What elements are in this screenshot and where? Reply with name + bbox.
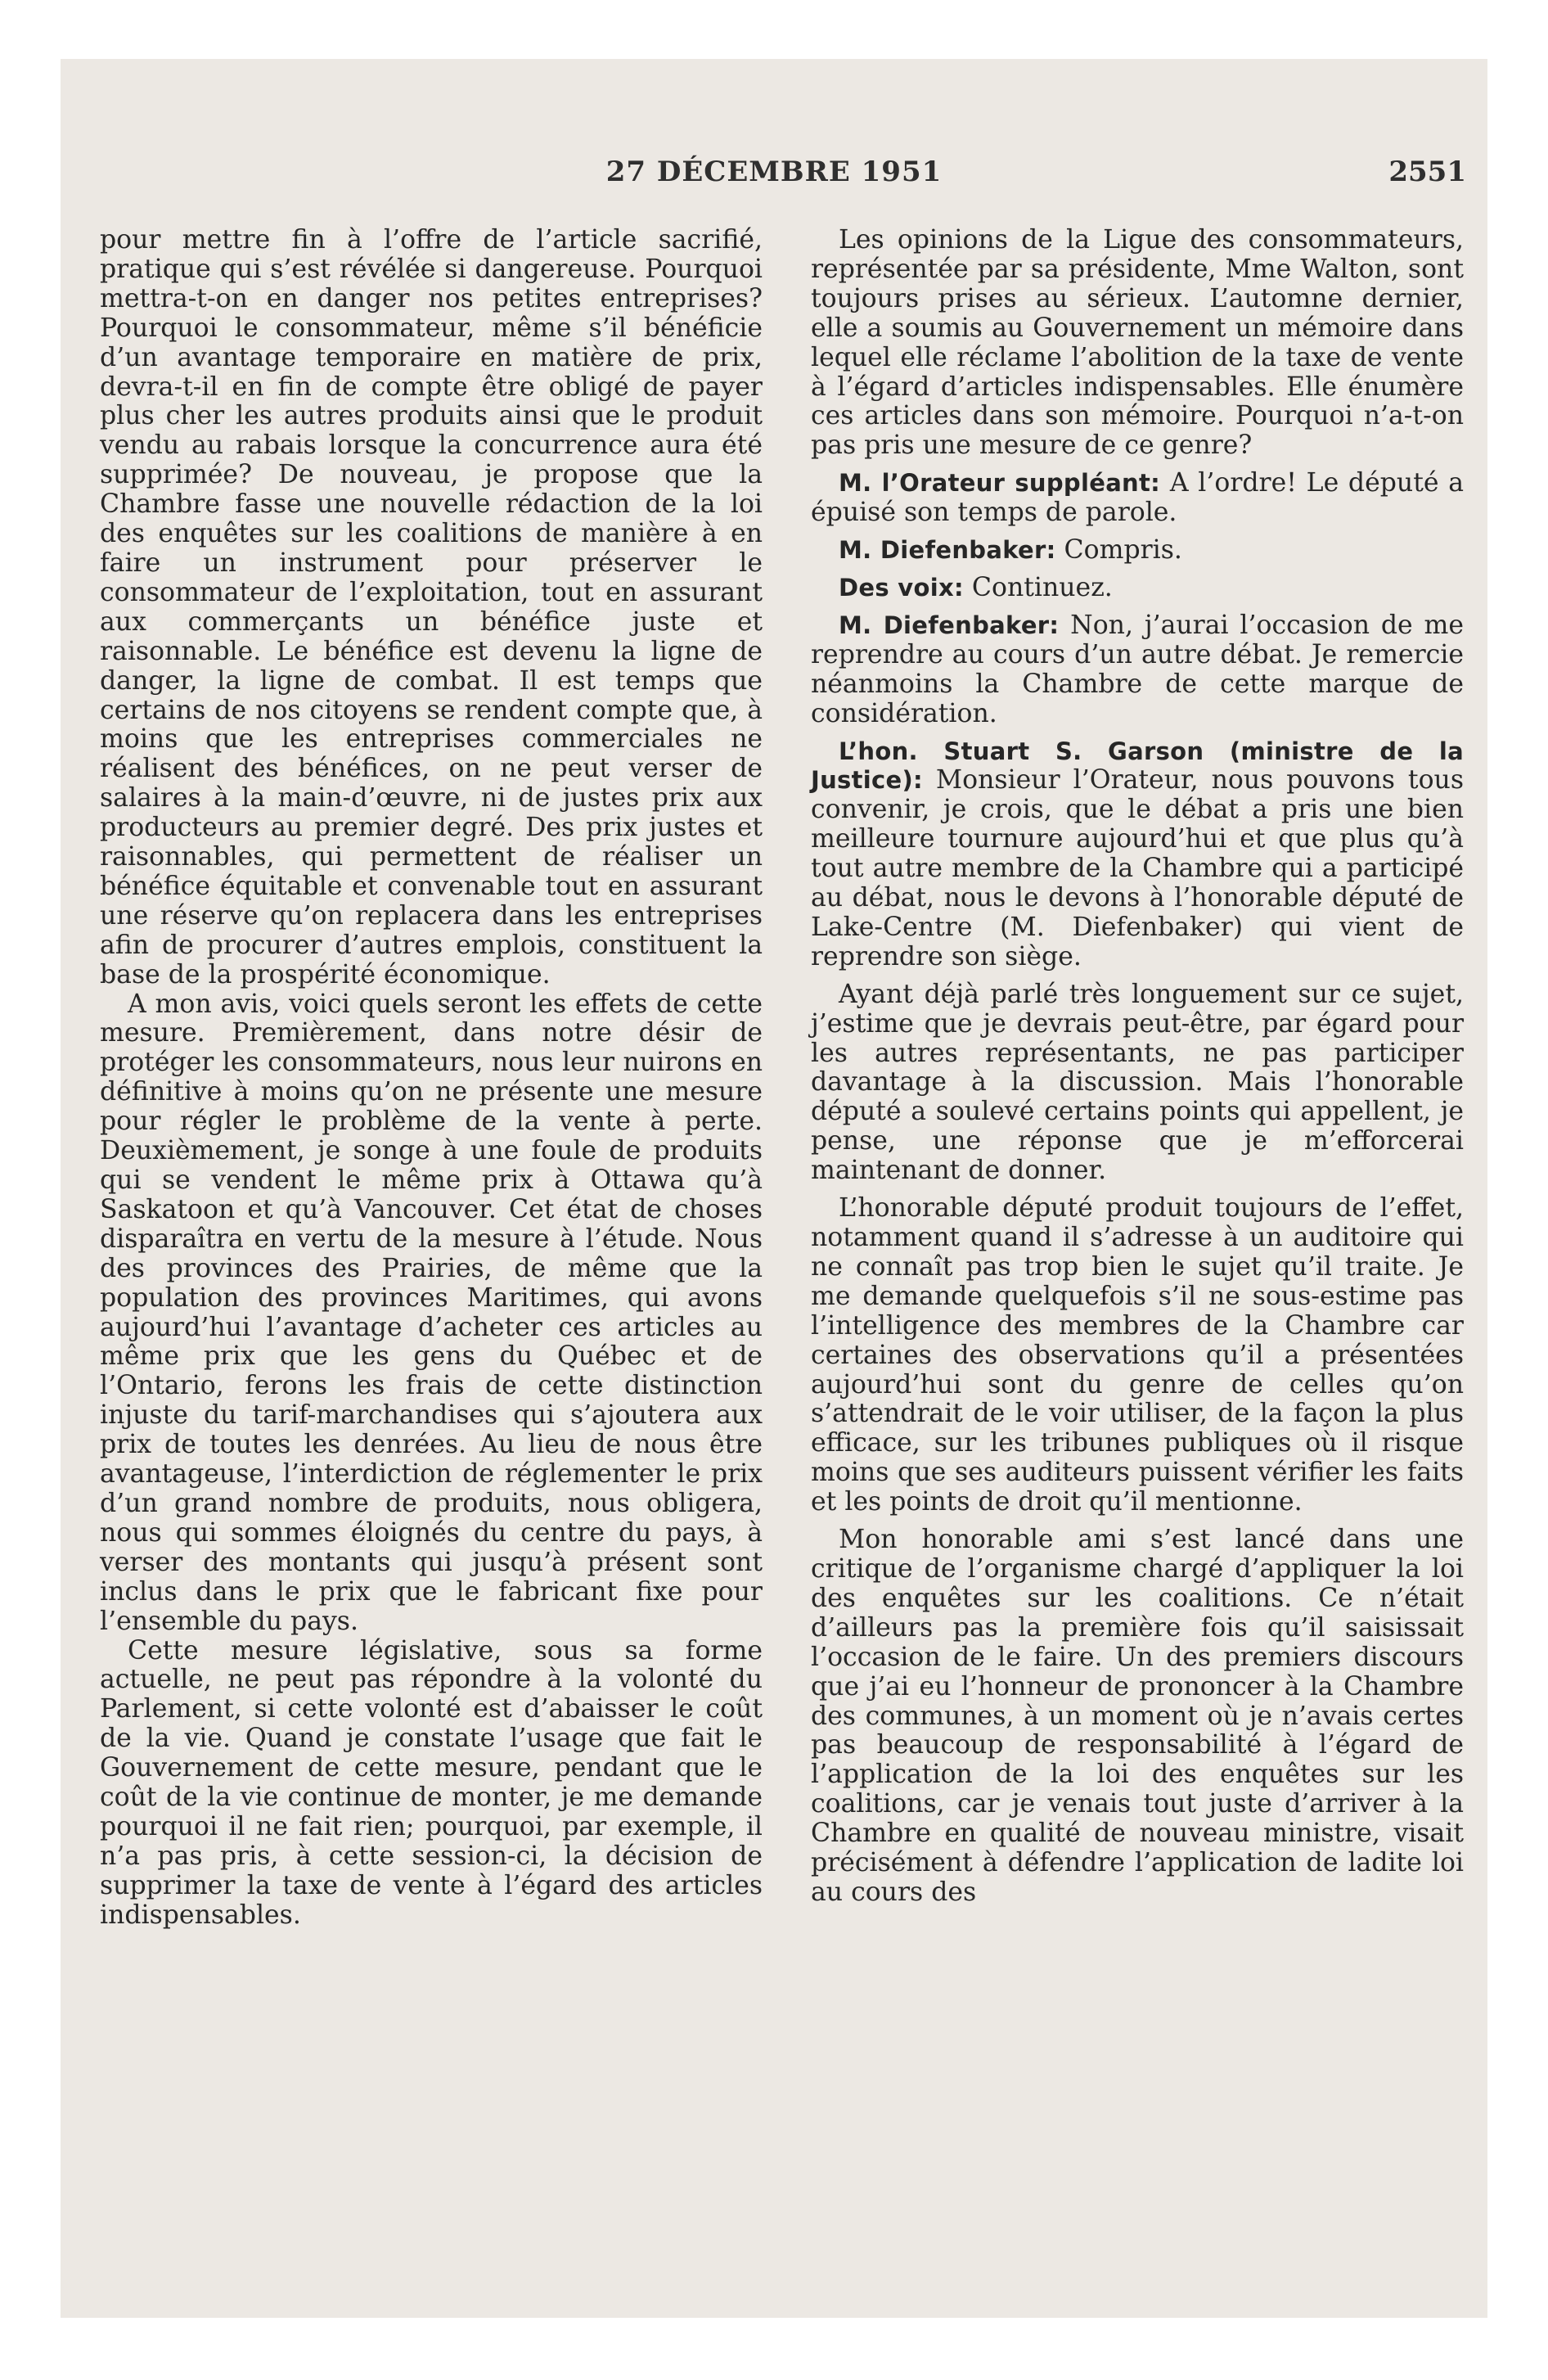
paragraph-text: Les opinions de la Ligue des consommateurs, représentée par sa présidente, Mme Walton, sont toujours prises au sérieux. L’automne dernier, elle a soumis au Gouvernement un mémoire dans lequel elle réclame l’abolition de la taxe de vente à l’égard d’articles indispensables. Elle énumère ces articles dans son mémoire. Pourquoi n’a-t-on pas pris une mesure de ce genre?	[811, 225, 1464, 461]
left-column	[100, 226, 763, 1931]
speech-text: A l’ordre! Le député a épuisé son temps de parole.	[811, 468, 1464, 528]
paragraph	[811, 980, 1464, 1186]
document-page	[61, 59, 1487, 2318]
paragraph	[811, 1194, 1464, 1517]
paragraph-text: Mon honorable ami s’est lancé dans une critique de l’organisme chargé d’appliquer la loi des enquêtes sur les coalitions. Ce n’était d’ailleurs pas la première fois qu’il saisissait l’occasion de le faire. Un des premiers discours que j’ai eu l’honneur de prononcer à la Chambre des communes, à un moment où je n’avais certes pas beaucoup de responsabilité à l’égard de l’application de la loi des enquêtes sur les coalitions, car je venais tout juste d’arriver à la Chambre en qualité de nouveau ministre, visait précisément à défendre l’application de ladite loi au cours des	[811, 1525, 1464, 1907]
paragraph: Cette mesure législative, sous sa forme actuelle, ne peut pas répondre à la volonté du Parlement, si cette volonté est d’abaisser le coût de la vie. Quand je constate l’usage que fait le Gouvernement de cette mesure, pendant que le coût de la vie continue de monter, je me demande pourquoi il ne fait rien; pourquoi, par exemple, il n’a pas pris, à cette session-ci, la décision de supprimer la taxe de vente à l’égard des articles indispensables.	[100, 1635, 763, 1930]
speech-paragraph	[811, 574, 1464, 603]
speaker-name: M. Diefenbaker:	[839, 536, 1056, 565]
paragraph-text: L’honorable député produit toujours de l’effet, notamment quand il s’adresse à un auditoire qui ne connaît pas trop bien le sujet qu’il traite. Je me demande quelquefois s’il ne sous-estime pas l’intelligence des membres de la Chambre car certaines des observations qu’il a présentées aujourd’hui sont du genre de celles qu’on s’attendrait de le voir utiliser, de la façon la plus efficace, sur les tribunes publiques où il risque moins que ses auditeurs puissent vérifier les faits et les points de droit qu’il mentionne.	[811, 1193, 1464, 1517]
paragraph-text: Ayant déjà parlé très longuement sur ce sujet, j’estime que je devrais peut-être, par égard pour les autres représentants, ne pas participer davantage à la discussion. Mais l’honorable député a soulevé certains points qui appellent, je pense, une réponse que je m’efforcerai maintenant de donner.	[811, 979, 1464, 1186]
speech-text: Non, j’aurai l’occasion de me reprendre au cours d’un autre débat. Je remercie néanmoins la Chambre de cette marque de considération.	[811, 610, 1464, 728]
paragraph: pour mettre fin à l’offre de l’article sacrifié, pratique qui s’est révélée si dangereuse. Pourquoi mettra-t-on en danger nos petites entreprises? Pourquoi le consommateur, même s’il bénéficie d’un avantage temporaire en matière de prix, devra-t-il en fin de compte être obligé de payer plus cher les autres produits ainsi que le produit vendu au rabais lorsque la concurrence aura été supprimée? De nouveau, je propose que la Chambre fasse une nouvelle rédaction de la loi des enquêtes sur les coalitions de manière à en faire un instrument pour préserver le consommateur de l’exploitation, tout en assurant aux commerçants un bénéfice juste et raisonnable. Le bénéfice est devenu la ligne de danger, la ligne de combat. Il est temps que certains de nos citoyens se rendent compte que, à moins que les entreprises commerciales ne réalisent des bénéfices, on ne peut verser de salaires à la main-d’œuvre, ni de justes prix aux producteurs au premier degré. Des prix justes et raisonnables, qui permettent de réaliser un bénéfice équitable et convenable tout en assurant une réserve qu’on replacera dans les entreprises afin de procurer d’autres emplois, constituent la base de la prospérité économique.	[100, 225, 763, 989]
speech-paragraph	[811, 469, 1464, 528]
speech-paragraph	[811, 611, 1464, 729]
speech-text: Compris.	[1064, 535, 1182, 566]
paragraph	[811, 1526, 1464, 1908]
paragraph	[811, 226, 1464, 461]
page-number: 2551	[1388, 156, 1466, 188]
speaker-name: M. Diefenbaker:	[839, 611, 1060, 639]
right-column	[811, 226, 1464, 1908]
page-header	[61, 156, 1487, 196]
header-date: 27 DÉCEMBRE 1951	[605, 156, 943, 188]
paragraph: A mon avis, voici quels seront les effets de cette mesure. Premièrement, dans notre désir de protéger les consommateurs, nous leur nuirons en définitive à moins qu’on ne présente une mesure pour régler le problème de la vente à perte. Deuxièmement, je songe à une foule de produits qui se vendent le même prix à Ottawa qu’à Saskatoon et qu’à Vancouver. Cet état de choses disparaîtra en vertu de la mesure à l’étude. Nous des provinces des Prairies, de même que la population des provinces Maritimes, qui avons aujourd’hui l’avantage d’acheter ces articles au même prix que les gens du Québec et de l’Ontario, ferons les frais de cette distinction injuste du tarif-marchandises qui s’ajoutera aux prix de toutes les denrées. Au lieu de nous être avantageuse, l’interdiction de réglementer le prix d’un grand nombre de produits, nous obligera, nous qui sommes éloignés du centre du pays, à verser des montants qui jusqu’à présent sont inclus dans le prix que le fabricant fixe pour l’ensemble du pays.	[100, 989, 763, 1636]
speech-text: Continuez.	[971, 572, 1113, 602]
speech-paragraph	[811, 737, 1464, 972]
speaker-name: M. l’Orateur suppléant:	[839, 469, 1161, 498]
speaker-name: Des voix:	[839, 573, 964, 602]
speech-text: Monsieur l’Orateur, nous pouvons tous convenir, je crois, que le débat a pris une bien meilleure tournure aujourd’hui et que plus qu’à tout autre membre de la Chambre qui a participé au débat, nous le devons à l’honorable député de Lake-Centre (M. Diefenbaker) qui vient de reprendre son siège.	[811, 765, 1464, 971]
speech-paragraph	[811, 536, 1464, 566]
speaker-name: L’hon. Stuart S. Garson (ministre de la Justice):	[811, 737, 1464, 795]
